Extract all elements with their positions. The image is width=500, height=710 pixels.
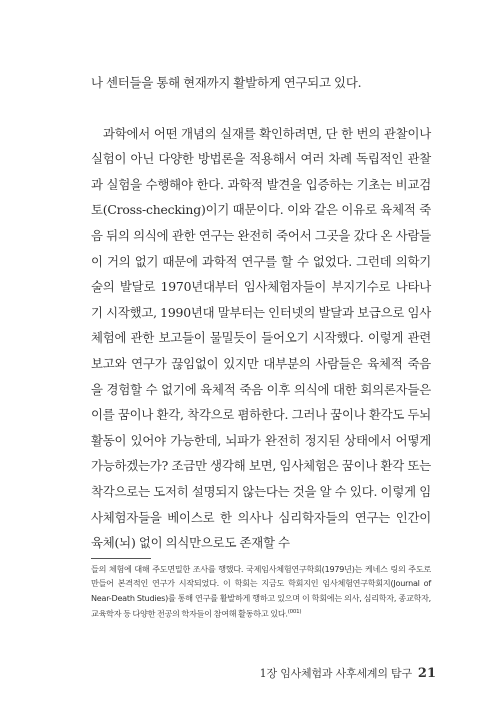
running-footer [260,665,436,681]
paragraph-continuation: 나 센터들을 통해 현재까지 활발하게 연구되고 있다. [91,75,362,90]
footnote-paragraph [91,562,431,621]
footnote-text: 들의 체험에 대해 주도면밀한 조사를 행했다. 국제임사체험연구학회(1979년)는 케네스 링의 주도로 만들어 본격적인 연구가 시작되었다. 이 학회는 지금도 학회지인 임사체험연구학회지(Journal of Near-Death Studies)를 통해 연구를 활발하게 행하고 있으며 이 학회에는 의사, 심리학자, 종교학자, 교육학자 등 다양한 전공의 학자들이 참여해 활동하고 있다. [91,564,431,619]
footnote-divider [91,558,151,559]
paragraph-main: 과학에서 어떤 개념의 실재를 확인하려면, 단 한 번의 관찰이나 실험이 아닌 다양한 방법론을 적용해서 여러 차례 독립적인 관찰과 실험을 수행해야 한다. 과학적 발견을 입증하는 기초는 비교검토(Cross-checking)이기 때문이다. 이와 같은 이유로 육체적 죽음 뒤의 의식에 관한 연구는 완전히 죽어서 그곳을 갔다 온 사람들이 거의 없기 때문에 과학적 연구를 할 수 없었다. 그런데 의학기술의 발달로 1970년대부터 임사체험자들이 부지기수로 나타나기 시작했고, 1990년대 말부터는 인터넷의 발달과 보급으로 임사체험에 관한 보고들이 물밀듯이 들어오기 시작했다. 이렇게 관련 보고와 연구가 끊임없이 있지만 대부분의 사람들은 육체적 죽음을 경험할 수 없기에 육체적 죽음 이후 의식에 대한 회의론자들은 이를 꿈이나 환각, 착각으로 폄하한다. 그러나 꿈이나 환각도 두뇌 활동이 있어야 가능한데, 뇌파가 완전히 정지된 상태에서 어떻게 가능하겠는가? 조금만 생각해 보면, 임사체험은 꿈이나 환각 또는 착각으로는 도저히 설명되지 않는다는 것을 알 수 있다. 이렇게 임사체험자들을 베이스로 한 의사나 심리학자들의 연구는 인간이 육체(뇌) 없이 의식만으로도 존재할 수 [91,125,431,551]
page-number: 21 [417,666,436,681]
body-text [91,70,431,556]
footnote-ref-mark: (001) [287,609,302,616]
footnote [91,562,431,621]
chapter-title: 1장 임사체험과 사후세계의 탐구 [259,667,412,680]
